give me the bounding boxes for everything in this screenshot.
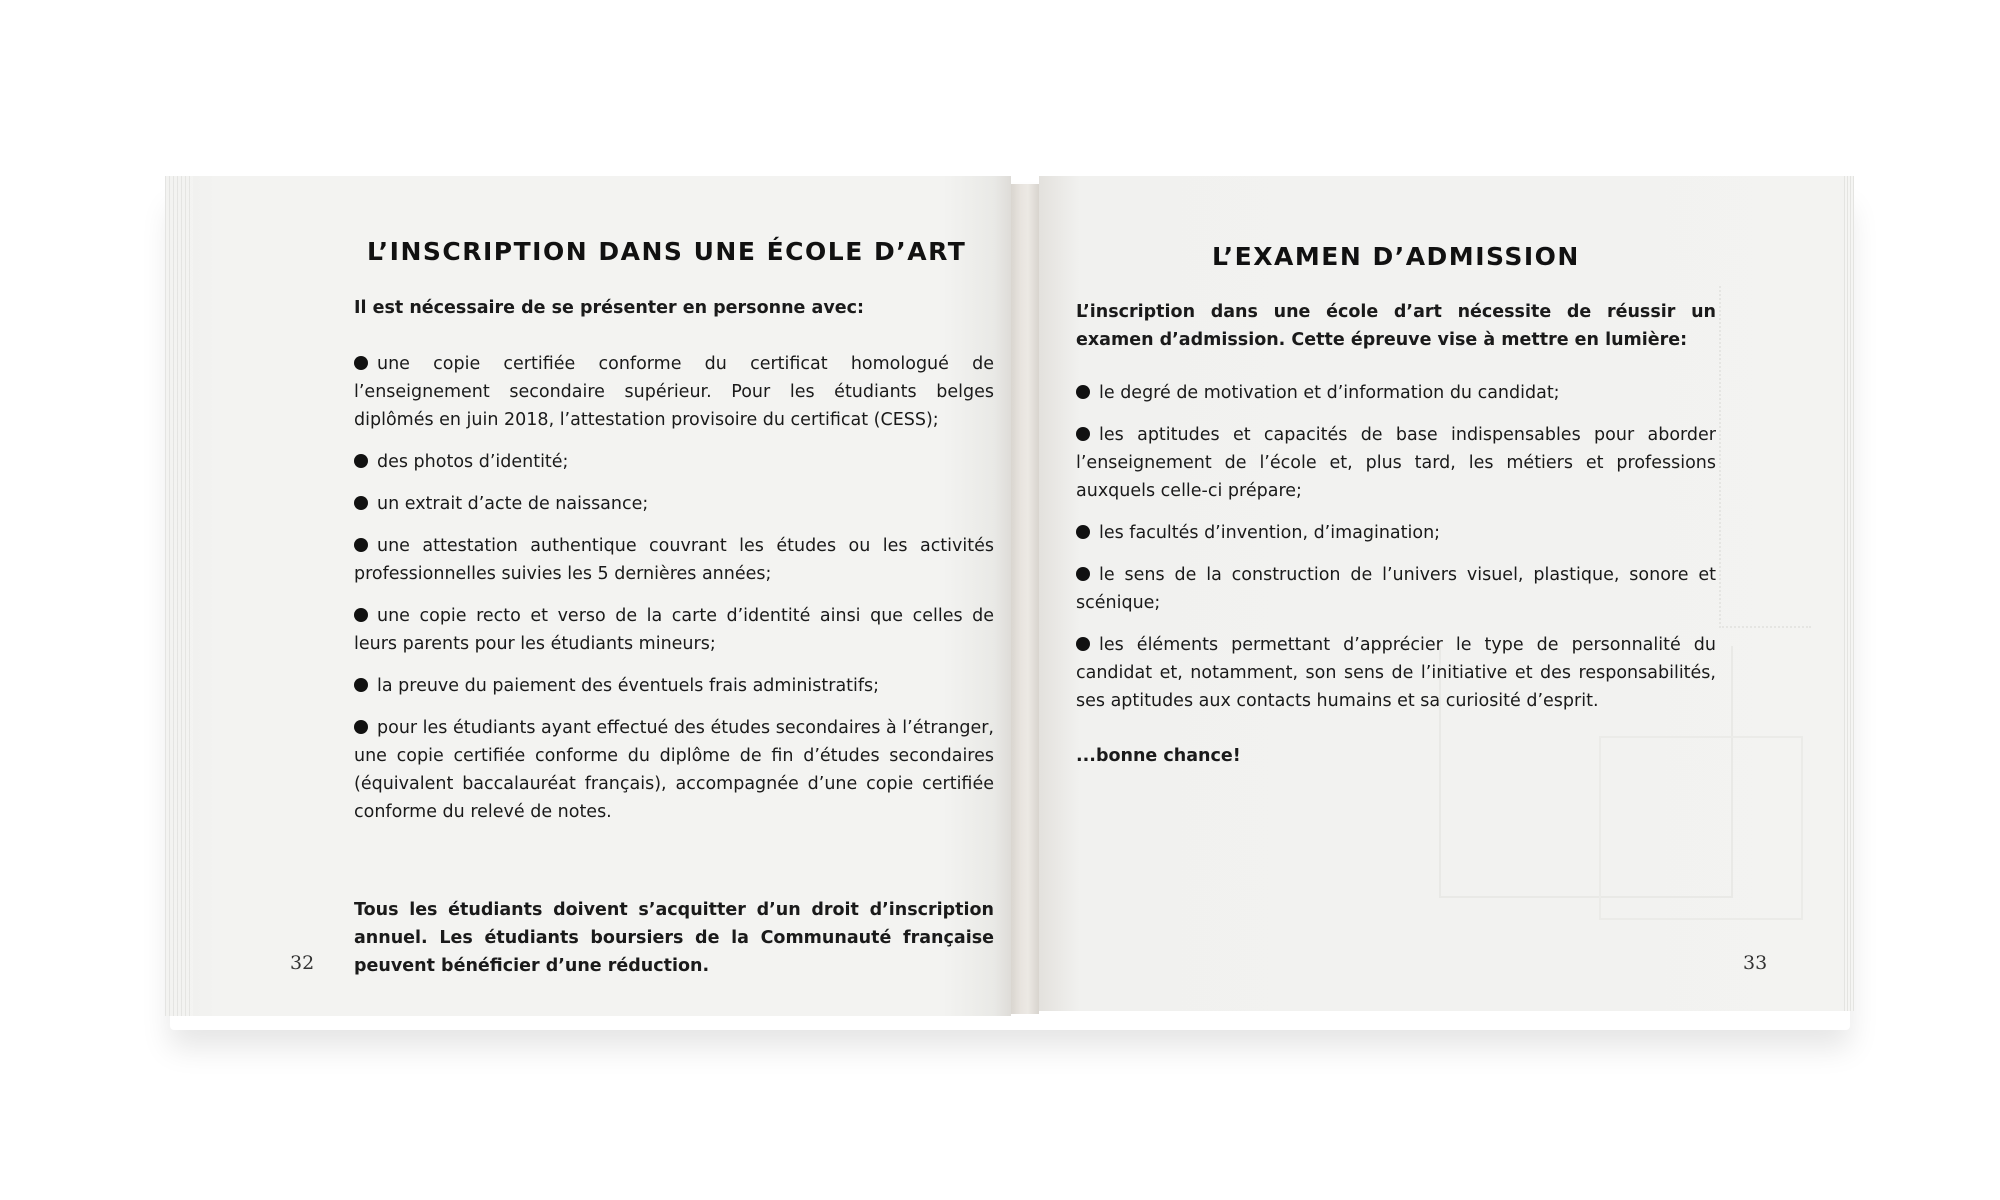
bullet-icon	[354, 454, 368, 468]
list-item: les aptitudes et capacités de base indispensables pour aborder l’enseignement de l’école et, plus tard, les métiers et professions auxquels celle-ci prépare;	[1076, 425, 1716, 501]
list-item: les éléments permettant d’apprécier le type de personnalité du candidat et, notamment, son sens de l’initiative et des responsabilités, ses aptitudes aux contacts humains et sa curiosité d’esprit.	[1076, 635, 1716, 711]
left-page-intro: Il est nécessaire de se présenter en personne avec:	[354, 298, 864, 318]
book-gutter	[1011, 184, 1039, 1014]
bullet-icon	[1076, 525, 1090, 539]
bullet-icon	[354, 538, 368, 552]
show-through-diagram-2	[1599, 736, 1803, 920]
page-number-left: 32	[290, 952, 315, 974]
right-page-intro: L’inscription dans une école d’art nécessite de réussir un examen d’admission. Cette épreuve vise à mettre en lumière:	[1076, 302, 1716, 350]
list-item: une copie certifiée conforme du certificat homologué de l’enseignement secondaire supérieur. Pour les étudiants belges diplômés en juin 2018, l’attestation provisoire du certificat (CESS);	[354, 354, 994, 430]
list-item: le sens de la construction de l’univers visuel, plastique, sonore et scénique;	[1076, 565, 1716, 613]
left-page-heading: L’INSCRIPTION DANS UNE ÉCOLE D’ART	[367, 237, 967, 266]
bullet-icon	[354, 608, 368, 622]
bullet-icon	[354, 496, 368, 510]
page-number-right: 33	[1743, 952, 1768, 974]
list-item: des photos d’identité;	[354, 448, 994, 476]
show-through-stair	[1719, 286, 1811, 628]
list-item: une attestation authentique couvrant les études ou les activités professionnelles suivies les 5 dernières années;	[354, 536, 994, 584]
list-item: une copie recto et verso de la carte d’identité ainsi que celles de leurs parents pour les étudiants mineurs;	[354, 606, 994, 654]
left-page-requirements-list	[354, 350, 994, 840]
bullet-icon	[354, 720, 368, 734]
list-item: pour les étudiants ayant effectué des études secondaires à l’étranger, une copie certifiée conforme du diplôme de fin d’études secondaires (équivalent baccalauréat français), accompagnée d’une copie certifiée conforme du relevé de notes.	[354, 718, 994, 822]
bullet-icon	[354, 678, 368, 692]
bullet-icon	[1076, 637, 1090, 651]
right-page-heading: L’EXAMEN D’ADMISSION	[1212, 242, 1580, 271]
bullet-icon	[1076, 385, 1090, 399]
page-stack-edges-right	[1844, 176, 1854, 1011]
page-stack-edges	[165, 176, 193, 1016]
bullet-icon	[1076, 567, 1090, 581]
list-item: la preuve du paiement des éventuels frais administratifs;	[354, 672, 994, 700]
admission-criteria-list	[1076, 379, 1716, 729]
bullet-icon	[1076, 427, 1090, 441]
list-item: les facultés d’invention, d’imagination;	[1076, 519, 1716, 547]
list-item: le degré de motivation et d’information du candidat;	[1076, 379, 1716, 407]
list-item: un extrait d’acte de naissance;	[354, 490, 994, 518]
closing-line: ...bonne chance!	[1076, 746, 1241, 766]
registration-fee-note: Tous les étudiants doivent s’acquitter d’un droit d’inscription annuel. Les étudiants boursiers de la Communauté française peuvent bénéficier d’une réduction.	[354, 900, 994, 976]
bullet-icon	[354, 356, 368, 370]
